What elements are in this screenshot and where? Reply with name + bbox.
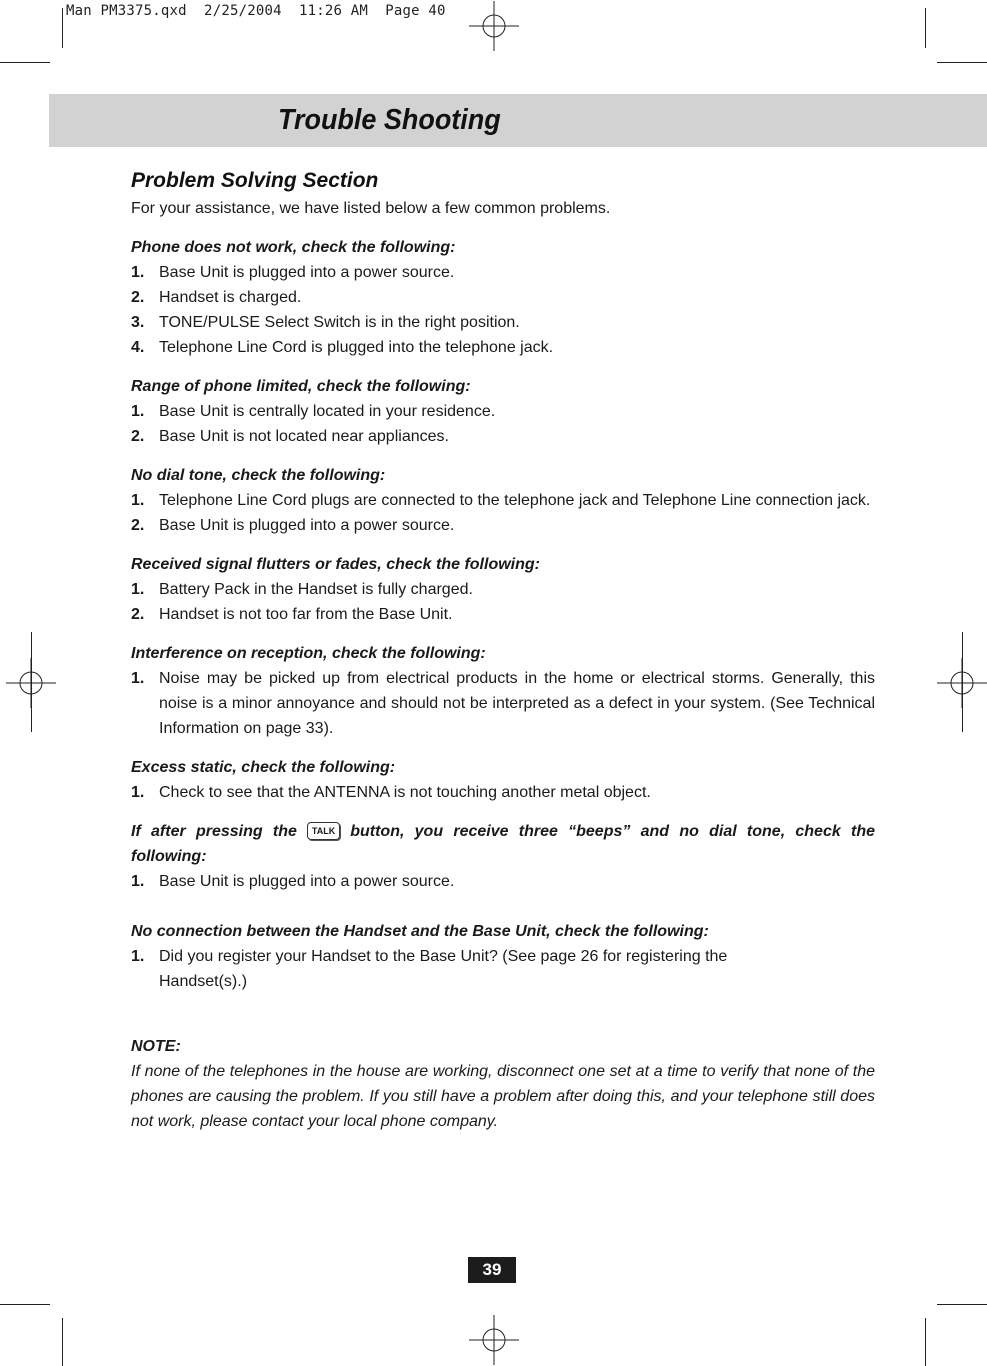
item-text: Telephone Line Cord plugs are connected to the telephone jack and Telephone Line connection jack. (159, 492, 871, 509)
list-item (131, 602, 875, 627)
item-number: 1. (131, 264, 145, 281)
item-number: 1. (131, 784, 145, 801)
item-number: 1. (131, 492, 145, 509)
item-text-line: Handset(s).) (159, 973, 248, 990)
list-item (131, 577, 875, 602)
header-banner (49, 94, 987, 147)
crop-mark (962, 632, 963, 732)
item-text: Base Unit is plugged into a power source. (159, 264, 455, 281)
item-number: 2. (131, 289, 145, 306)
talk-key-icon: TALK (307, 822, 340, 840)
problem-block (131, 819, 875, 894)
crop-mark (0, 62, 50, 63)
problem-heading: Range of phone limited, check the following: (131, 378, 471, 395)
list-item (131, 488, 875, 513)
problem-block (131, 463, 875, 538)
item-text: Noise may be picked up from electrical products in the home or electrical storms. Generally, this noise is a minor annoyance and should not be interpreted as a defect in your system. (See Technical Information on page 33). (159, 670, 875, 737)
problem-heading: Received signal flutters or fades, check the following: (131, 556, 540, 573)
heading-part: button, you receive three “beeps” and no dial tone, check the following: (131, 823, 876, 865)
crop-mark (0, 1304, 50, 1305)
list-item (131, 780, 875, 805)
print-slug: Man PM3375.qxd 2/25/2004 11:26 AM Page 40 (66, 3, 446, 19)
item-number: 2. (131, 517, 145, 534)
item-text: Base Unit is plugged into a power source. (159, 873, 455, 890)
problem-block (131, 235, 875, 360)
item-text: TONE/PULSE Select Switch is in the right position. (159, 314, 520, 331)
main-content (131, 166, 875, 1134)
problem-heading: No connection between the Handset and the Base Unit, check the following: (131, 923, 709, 940)
list-item (131, 944, 875, 994)
item-number: 1. (131, 581, 145, 598)
problem-heading: Excess static, check the following: (131, 759, 396, 776)
crop-mark (937, 1304, 987, 1305)
item-text: Telephone Line Cord is plugged into the telephone jack. (159, 339, 554, 356)
heading-part: If after pressing the (131, 823, 297, 840)
note-block (131, 1034, 875, 1134)
list-item (131, 285, 875, 310)
note-text: If none of the telephones in the house are working, disconnect one set at a time to verify that none of the phones are causing the problem. If you still have a problem after doing this, and your telephone still does not work, please contact your local phone company. (131, 1063, 875, 1130)
note-label: NOTE: (131, 1038, 181, 1055)
item-text: Check to see that the ANTENNA is not touching another metal object. (159, 784, 651, 801)
section-intro: For your assistance, we have listed below a few common problems. (131, 200, 611, 217)
problem-block (131, 641, 875, 741)
item-number: 1. (131, 670, 145, 687)
problem-block (131, 919, 875, 994)
list-item (131, 399, 875, 424)
problem-block (131, 552, 875, 627)
problem-heading: Phone does not work, check the following: (131, 239, 456, 256)
list-item (131, 310, 875, 335)
crop-mark (62, 8, 63, 48)
problem-block (131, 755, 875, 805)
list-item (131, 869, 875, 894)
item-text: Handset is charged. (159, 289, 302, 306)
item-text: Base Unit is plugged into a power source. (159, 517, 455, 534)
problem-block (131, 374, 875, 449)
item-number: 2. (131, 428, 145, 445)
crop-mark (62, 1318, 63, 1366)
item-number: 3. (131, 314, 145, 331)
item-number: 4. (131, 339, 145, 356)
section-title: Problem Solving Section (131, 169, 379, 192)
page-title: Trouble Shooting (278, 104, 501, 136)
banner-notch (913, 147, 987, 151)
list-item (131, 424, 875, 449)
problem-heading: Interference on reception, check the following: (131, 645, 486, 662)
crop-mark (925, 1318, 926, 1366)
list-item (131, 335, 875, 360)
page-number: 39 (468, 1257, 516, 1283)
crop-mark (31, 632, 32, 732)
registration-mark-icon (469, 1, 519, 51)
item-text: Base Unit is not located near appliances. (159, 428, 449, 445)
problem-heading: No dial tone, check the following: (131, 467, 386, 484)
item-text: Base Unit is centrally located in your residence. (159, 403, 496, 420)
item-number: 2. (131, 606, 145, 623)
item-number: 1. (131, 873, 145, 890)
item-number: 1. (131, 948, 145, 965)
list-item (131, 666, 875, 741)
item-text (159, 944, 875, 994)
item-number: 1. (131, 403, 145, 420)
crop-mark (925, 8, 926, 48)
list-item (131, 513, 875, 538)
item-text: Handset is not too far from the Base Unit. (159, 606, 453, 623)
problem-heading (131, 819, 875, 869)
item-text: Battery Pack in the Handset is fully charged. (159, 581, 473, 598)
crop-mark (937, 62, 987, 63)
registration-mark-icon (469, 1315, 519, 1365)
item-text-line: Did you register your Handset to the Base Unit? (See page 26 for registering the (159, 948, 728, 965)
list-item (131, 260, 875, 285)
